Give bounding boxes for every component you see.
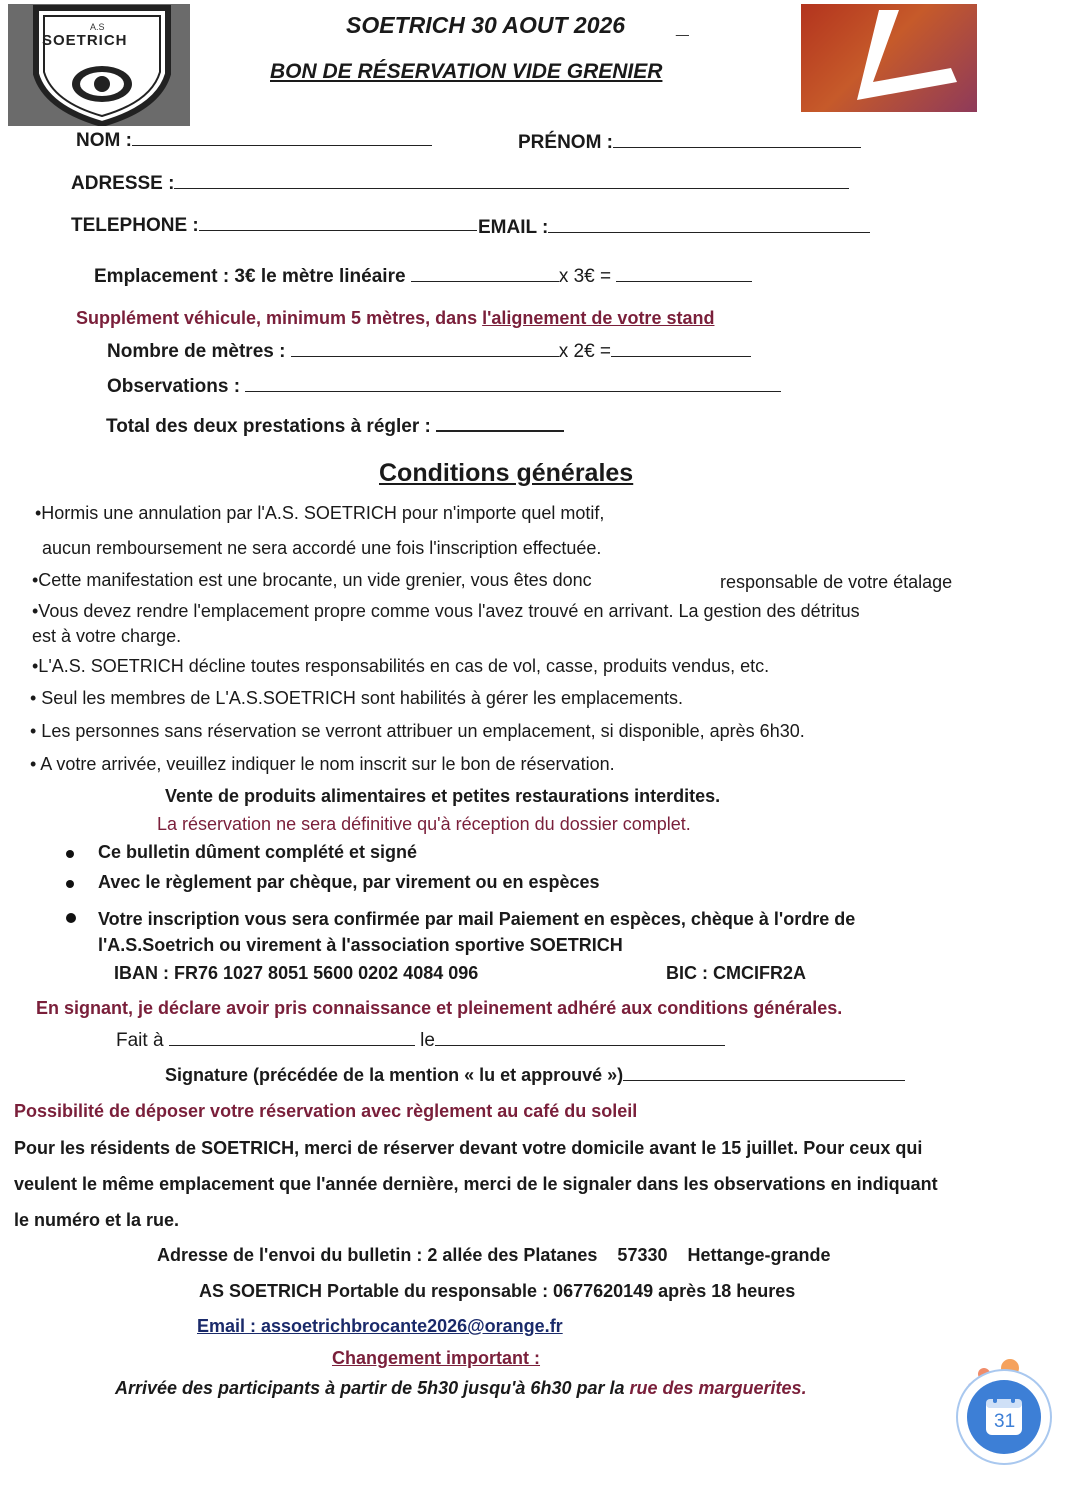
telephone-field[interactable] — [71, 215, 477, 237]
contact-email-link[interactable]: Email : assoetrichbrocante2026@orange.fr — [197, 1316, 563, 1336]
partner-logo — [801, 4, 977, 112]
fait-label: Fait à — [116, 1030, 164, 1051]
observations-field[interactable] — [107, 376, 781, 398]
total-line[interactable] — [436, 429, 564, 432]
bullet-dot — [66, 913, 76, 923]
bullet-item-2: Avec le règlement par chèque, par virement ou en espèces — [98, 872, 600, 892]
nombre-line[interactable] — [291, 355, 559, 357]
emplacement-total-line[interactable] — [616, 280, 752, 282]
page-subtitle: BON DE RÉSERVATION VIDE GRENIER — [270, 60, 663, 83]
x2-label: x 2€ = — [558, 341, 612, 362]
supplement-underlined: l'alignement de votre stand — [482, 308, 715, 328]
nom-label: NOM : — [76, 130, 132, 151]
le-label: le — [420, 1030, 435, 1051]
brand-letter-icon — [801, 4, 977, 112]
condition-line-9: • A votre arrivée, veuillez indiquer le nom inscrit sur le bon de réservation. — [30, 754, 615, 774]
reservation-notice: La réservation ne sera définitive qu'à réception du dossier complet. — [157, 814, 691, 834]
total-field[interactable] — [106, 416, 564, 438]
telephone-label: TELEPHONE : — [71, 215, 199, 236]
condition-line-1: •Hormis une annulation par l'A.S. SOETRICH pour n'importe quel motif, — [35, 503, 605, 523]
emplacement-field[interactable] — [94, 266, 752, 288]
nombre-label: Nombre de mètres : — [107, 341, 286, 362]
fait-line[interactable] — [169, 1044, 415, 1046]
title-dash: _ — [676, 12, 689, 38]
condition-line-2: aucun remboursement ne sera accordé une fois l'inscription effectuée. — [42, 538, 602, 558]
supplement-text — [76, 308, 714, 329]
email-line[interactable] — [548, 231, 870, 233]
supplement-label: Supplément véhicule, minimum 5 mètres, dans — [76, 308, 483, 328]
page-title: SOETRICH 30 AOUT 2026 — [346, 12, 626, 38]
fait-field[interactable] — [116, 1030, 725, 1052]
bullet-item-1: Ce bulletin dûment complété et signé — [98, 842, 418, 862]
condition-line-3: •Cette manifestation est une brocante, un vide grenier, vous êtes donc — [32, 570, 592, 590]
le-line[interactable] — [435, 1044, 725, 1046]
adresse-label: ADRESSE : — [71, 173, 175, 194]
changement-heading: Changement important : — [332, 1348, 541, 1368]
signature-field[interactable] — [165, 1065, 905, 1086]
observations-line[interactable] — [245, 390, 781, 392]
nom-line[interactable] — [132, 144, 432, 146]
deposit-info: Possibilité de déposer votre réservation avec règlement au café du soleil — [14, 1101, 638, 1121]
prenom-line[interactable] — [613, 146, 861, 148]
condition-line-6: •L'A.S. SOETRICH décline toutes responsabilités en cas de vol, casse, produits vendus, etc. — [32, 656, 770, 676]
calendar-day: 31 — [994, 1411, 1016, 1432]
signature-line[interactable] — [623, 1079, 905, 1081]
responsible-phone: AS SOETRICH Portable du responsable : 0677620149 après 18 heures — [199, 1281, 796, 1301]
condition-line-5: est à votre charge. — [32, 626, 182, 646]
bullet-dot — [66, 880, 74, 888]
bullet-item-3-cont: l'A.S.Soetrich ou virement à l'association sportive SOETRICH — [98, 935, 623, 955]
conditions-title: Conditions générales — [379, 459, 634, 487]
arrival-text: Arrivée des participants à partir de 5h30 jusqu'à 6h30 par la — [115, 1378, 630, 1398]
vente-notice: Vente de produits alimentaires et petites restaurations interdites. — [165, 786, 721, 806]
telephone-line[interactable] — [199, 229, 477, 231]
mailing-address: Adresse de l'envoi du bulletin : 2 allée des Platanes 57330 Hettange-grande — [157, 1245, 831, 1265]
adresse-field[interactable] — [71, 173, 849, 195]
logo-name: SOETRICH — [42, 32, 128, 49]
signing-statement: En signant, je déclare avoir pris connaissance et pleinement adhéré aux conditions générales. — [36, 998, 843, 1018]
nombre-total-line[interactable] — [611, 355, 751, 357]
emplacement-label: Emplacement : 3€ le mètre linéaire — [94, 266, 406, 287]
condition-line-4: •Vous devez rendre l'emplacement propre comme vous l'avez trouvé en arrivant. La gestion des détritus — [32, 601, 860, 621]
condition-line-3b: responsable de votre étalage — [720, 572, 953, 592]
email-field[interactable] — [478, 217, 870, 239]
observations-label: Observations : — [107, 376, 241, 397]
calendar-widget[interactable] — [954, 1356, 1054, 1466]
signature-label: Signature (précédée de la mention « lu et approuvé ») — [165, 1065, 624, 1085]
x3-label: x 3€ = — [558, 266, 612, 287]
total-label: Total des deux prestations à régler : — [106, 416, 431, 437]
bic: BIC : CMCIFR2A — [666, 963, 806, 983]
prenom-label: PRÉNOM : — [518, 132, 613, 153]
residents-line-2: veulent le même emplacement que l'année dernière, merci de le signaler dans les observations en indiquant — [14, 1174, 938, 1194]
iban: IBAN : FR76 1027 8051 5600 0202 4084 096 — [114, 963, 479, 983]
bullet-dot — [66, 850, 74, 858]
emplacement-line[interactable] — [411, 280, 559, 282]
residents-line-3: le numéro et la rue. — [14, 1210, 180, 1230]
condition-line-8: • Les personnes sans réservation se verront attribuer un emplacement, si disponible, après 6h30. — [30, 721, 805, 741]
bullet-item-3: Votre inscription vous sera confirmée par mail Paiement en espèces, chèque à l'ordre de — [98, 909, 856, 929]
arrival-info — [115, 1378, 807, 1399]
residents-line-1: Pour les résidents de SOETRICH, merci de réserver devant votre domicile avant le 15 juillet. Pour ceux qui — [14, 1138, 923, 1158]
nom-field[interactable] — [76, 130, 432, 152]
arrival-street: rue des marguerites. — [629, 1378, 807, 1398]
condition-line-7: • Seul les membres de L'A.S.SOETRICH sont habilités à gérer les emplacements. — [30, 688, 684, 708]
club-logo — [8, 4, 190, 126]
nombre-field[interactable] — [107, 341, 751, 363]
logo-small-text: A.S — [90, 22, 105, 32]
prenom-field[interactable] — [518, 132, 861, 154]
email-label: EMAIL : — [478, 217, 549, 238]
adresse-line[interactable] — [174, 187, 849, 189]
